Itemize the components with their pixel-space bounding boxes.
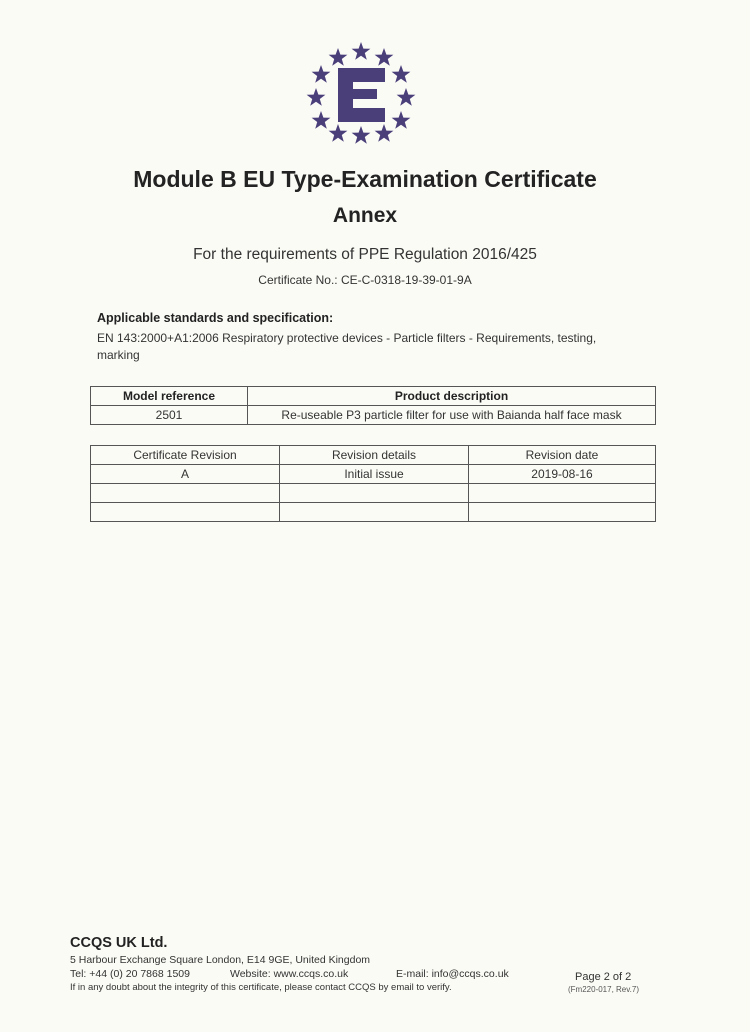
column-header: Revision details <box>280 446 469 465</box>
star-icon <box>375 124 394 142</box>
table-cell <box>91 503 280 522</box>
table-cell: 2019-08-16 <box>469 465 656 484</box>
table-row <box>91 465 656 484</box>
table-cell: Re-useable P3 particle filter for use with Baianda half face mask <box>248 406 656 425</box>
table-row <box>91 406 656 425</box>
star-icon <box>375 48 394 66</box>
star-icon <box>392 65 411 83</box>
table-row <box>91 503 656 522</box>
telephone: Tel: +44 (0) 20 7868 1509 <box>70 968 190 980</box>
standards-text: EN 143:2000+A1:2006 Respiratory protective devices - Particle filters - Requirements, testing, marking <box>97 331 597 362</box>
company-address: 5 Harbour Exchange Square London, E14 9GE, United Kingdom <box>70 954 371 966</box>
c-letter-icon <box>338 68 385 122</box>
certificate-number: Certificate No.: CE-C-0318-19-39-01-9A <box>258 273 472 287</box>
table-header-row <box>91 446 656 465</box>
star-icon <box>352 42 371 60</box>
contact-line <box>70 968 509 980</box>
star-icon <box>312 111 331 129</box>
star-icon <box>312 65 331 83</box>
website-link[interactable]: Website: www.ccqs.co.uk <box>230 968 349 980</box>
ccqs-logo-icon <box>305 38 417 146</box>
table-cell: A <box>91 465 280 484</box>
form-number: (Fm220-017, Rev.7) <box>568 985 639 994</box>
annex-title: Annex <box>332 204 398 227</box>
table-cell <box>280 484 469 503</box>
column-header: Revision date <box>469 446 656 465</box>
email-link[interactable]: E-mail: info@ccqs.co.uk <box>396 968 509 980</box>
star-icon <box>392 111 411 129</box>
column-header: Certificate Revision <box>91 446 280 465</box>
table-cell <box>280 503 469 522</box>
star-icon <box>329 48 348 66</box>
column-header: Model reference <box>91 387 248 406</box>
regulation-subtitle: For the requirements of PPE Regulation 2016/425 <box>193 246 537 263</box>
certificate-title: Module B EU Type-Examination Certificate <box>133 166 597 192</box>
table-cell: 2501 <box>91 406 248 425</box>
revision-table <box>90 445 656 522</box>
table-cell <box>469 484 656 503</box>
star-icon <box>352 126 371 144</box>
star-icon <box>307 88 326 106</box>
standards-heading: Applicable standards and specification: <box>97 311 334 325</box>
table-cell <box>91 484 280 503</box>
table-cell <box>469 503 656 522</box>
table-cell: Initial issue <box>280 465 469 484</box>
integrity-note: If in any doubt about the integrity of this certificate, please contact CCQS by email to verify. <box>70 982 452 993</box>
table-row <box>91 484 656 503</box>
table-header-row <box>91 387 656 406</box>
product-table <box>90 386 656 425</box>
column-header: Product description <box>248 387 656 406</box>
star-icon <box>329 124 348 142</box>
company-name: CCQS UK Ltd. <box>70 935 168 951</box>
star-icon <box>397 88 416 106</box>
page-number: Page 2 of 2 <box>575 971 632 983</box>
